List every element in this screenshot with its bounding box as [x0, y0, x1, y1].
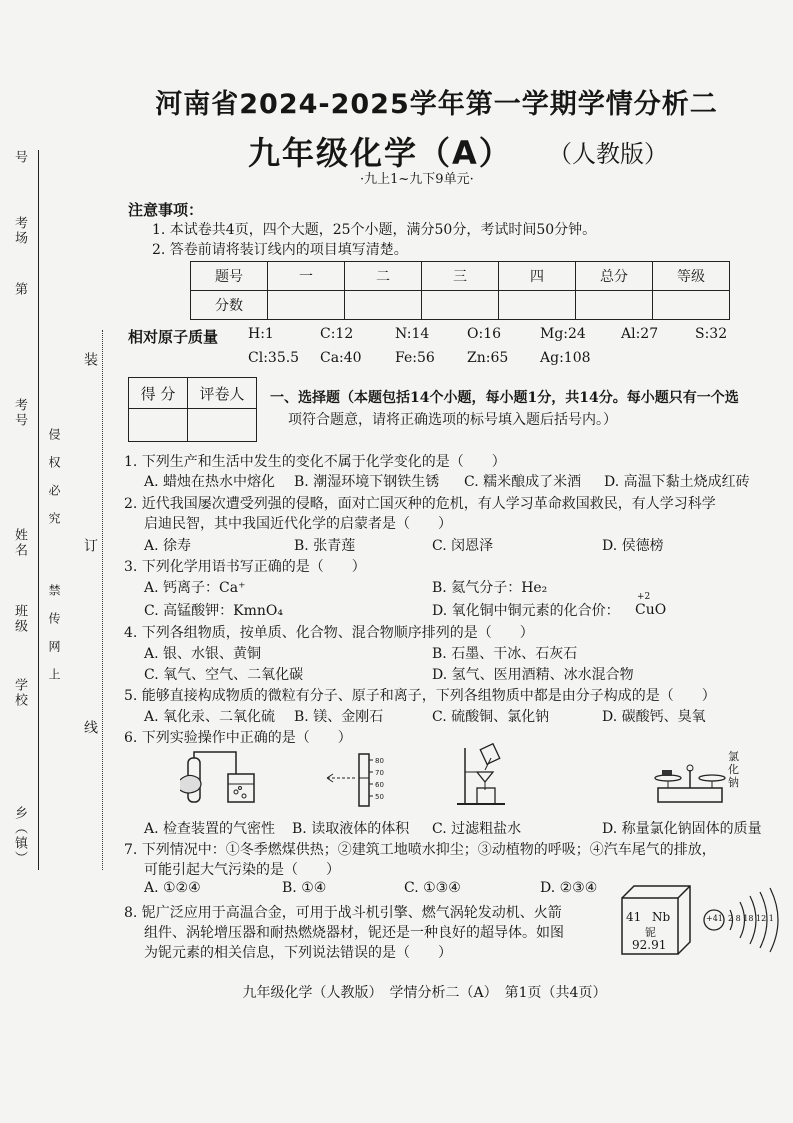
score-header-cell: 三 — [422, 262, 499, 291]
score-input-cell[interactable] — [268, 291, 345, 320]
cylinder-tick-label: 70 — [375, 769, 384, 777]
binding-line-dotted — [102, 330, 103, 870]
score-row-label: 分数 — [191, 291, 268, 320]
q2-stem-2: 启迪民智，其中我国近代化学的启蒙者是（ ） — [144, 516, 452, 532]
q7-option-b: B. ①④ — [282, 880, 327, 896]
element-number: 41 — [626, 910, 642, 924]
atomic-mass-item: H:1 — [248, 326, 274, 342]
atomic-mass-item: Zn:65 — [467, 350, 509, 366]
q3-charge-label: +2 — [637, 592, 651, 602]
atomic-mass-item: N:14 — [395, 326, 430, 342]
score-table — [190, 261, 730, 320]
q1-option-b: B. 潮湿环境下钢铁生锈 — [294, 474, 440, 490]
q4-option-b: B. 石墨、干冰、石灰石 — [432, 646, 578, 662]
q8-stem-3: 为铌元素的相关信息，下列说法错误的是（ ） — [144, 945, 452, 961]
atomic-mass-item: Al:27 — [621, 326, 659, 342]
binding-line-outer — [38, 150, 39, 870]
element-mass: 92.91 — [632, 938, 667, 952]
element-symbol: Nb — [652, 910, 671, 924]
q1-option-d: D. 高温下黏土烧成红砖 — [604, 474, 750, 490]
score-header-cell: 四 — [499, 262, 576, 291]
score-header-cell: 等级 — [653, 262, 730, 291]
q3-option-a: A. 钙离子：Ca⁺ — [144, 580, 246, 596]
q7-stem-1: 7. 下列情况中：①冬季燃煤供热；②建筑工地喷水抑尘；③动植物的呼吸；④汽车尾气的排放， — [124, 842, 716, 858]
q8-stem-2: 组件、涡轮增压器和耐热燃烧器材，铌还是一种良好的超导体。如图 — [144, 925, 564, 941]
exam-title: 河南省2024-2025学年第一学期学情分析二 — [155, 89, 718, 120]
atomic-mass-item: Fe:56 — [395, 350, 435, 366]
q3-formula: CuO — [635, 602, 667, 618]
q6-nacl-label: 氯化钠 — [728, 750, 739, 789]
score-input-cell[interactable] — [499, 291, 576, 320]
airtight-check-illustration — [180, 750, 260, 810]
balance-illustration — [650, 756, 730, 806]
binding-seal-ding: 订 — [82, 538, 98, 554]
q5-stem: 5. 能够直接构成物质的微粒有分子、原子和离子，下列各组物质中都是由分子构成的是（ ） — [124, 688, 716, 704]
atomic-mass-item: O:16 — [467, 326, 502, 342]
grader-score-label: 得 分 — [129, 378, 188, 409]
atom-shell-electrons: 2 8 18 12 1 — [728, 914, 774, 923]
cylinder-tick-label: 60 — [375, 781, 384, 789]
score-header-cell: 一 — [268, 262, 345, 291]
q8-stem-1: 8. 铌广泛应用于高温合金，可用于战斗机引擎、燃气涡轮发动机、火箭 — [124, 905, 562, 921]
binding-col-no: 第 — [12, 282, 27, 297]
binding-class-label: 班级 — [12, 604, 27, 634]
q6-option-b: B. 读取液体的体积 — [292, 821, 410, 837]
q5-option-d: D. 碳酸钙、臭氧 — [602, 709, 706, 725]
subject-title: 九年级化学（A） — [248, 134, 513, 172]
atomic-mass-item: S:32 — [695, 326, 728, 342]
binding-exam-room: 考场 — [12, 216, 27, 246]
scope-label: ·九上1~九下9单元· — [360, 172, 474, 187]
q2-option-a: A. 徐寿 — [144, 538, 192, 554]
score-header-cell: 二 — [345, 262, 422, 291]
cylinder-reading-illustration — [325, 752, 395, 808]
binding-school-label: 学校 — [12, 678, 27, 708]
q1-option-c: C. 糯米酿成了米酒 — [464, 474, 582, 490]
q7-option-a: A. ①②④ — [144, 880, 201, 896]
section1-instructions-2: 项符合题意，请将正确选项的标号填入题后括号内。） — [288, 412, 617, 428]
q6-option-a: A. 检查装置的气密性 — [144, 821, 276, 837]
score-header-cell: 总分 — [576, 262, 653, 291]
section1-instructions-1: 一、选择题（本题包括14个小题，每小题1分，共14分。每小题只有一个选 — [270, 390, 739, 406]
q4-option-d: D. 氢气、医用酒精、冰水混合物 — [432, 667, 634, 683]
binding-town-label: 乡（镇） — [12, 806, 27, 866]
element-name: 铌 — [645, 926, 656, 939]
edition-label: （人教版） — [548, 140, 668, 168]
q1-stem: 1. 下列生产和生活中发生的变化不属于化学变化的是（ ） — [124, 454, 506, 470]
q6-option-c: C. 过滤粗盐水 — [432, 821, 522, 837]
q3-option-c: C. 高锰酸钾：KmnO₄ — [144, 603, 283, 619]
filtration-illustration — [455, 742, 525, 808]
q4-option-c: C. 氧气、空气、二氧化碳 — [144, 667, 304, 683]
binding-name-label: 姓名 — [12, 528, 27, 558]
notice-item-2: 2. 答卷前请将装订线内的项目填写清楚。 — [152, 242, 408, 258]
binding-seal-zhuang: 装 — [82, 352, 98, 368]
atomic-mass-item: Ca:40 — [320, 350, 362, 366]
score-header-cell: 题号 — [191, 262, 268, 291]
binding-exam-no: 考号 — [12, 398, 27, 428]
cylinder-tick-group — [369, 757, 384, 801]
q6-option-d: D. 称量氯化钠固体的质量 — [602, 821, 762, 837]
q3-option-d: D. 氧化铜中铜元素的化合价： — [432, 603, 620, 619]
q5-option-b: B. 镁、金刚石 — [294, 709, 384, 725]
score-input-cell[interactable] — [345, 291, 422, 320]
binding-seat-no: 号 — [12, 150, 27, 165]
q2-option-b: B. 张青莲 — [294, 538, 356, 554]
q6-stem: 6. 下列实验操作中正确的是（ ） — [124, 730, 352, 746]
score-input-cell[interactable] — [653, 291, 730, 320]
q7-stem-2: 可能引起大气污染的是（ ） — [144, 862, 340, 878]
q5-option-c: C. 硫酸铜、氯化钠 — [432, 709, 550, 725]
q7-option-d: D. ②③④ — [540, 880, 598, 896]
atomic-mass-item: Ag:108 — [540, 350, 591, 366]
binding-warn-2: 禁 传 网 上 — [47, 584, 61, 682]
atomic-mass-label: 相对原子质量 — [128, 328, 219, 346]
binding-warn-1: 侵 权 必 究 — [47, 428, 61, 526]
cylinder-tick-label: 80 — [375, 757, 384, 765]
notice-item-1: 1. 本试卷共4页，四个大题，25个小题，满分50分，考试时间50分钟。 — [152, 222, 597, 238]
binding-seal-xian: 线 — [82, 720, 98, 736]
notice-heading: 注意事项： — [128, 201, 204, 219]
q7-option-c: C. ①③④ — [404, 880, 461, 896]
page-footer: 九年级化学（人教版） 学情分析二（A） 第1页（共4页） — [242, 985, 607, 1001]
q1-option-a: A. 蜡烛在热水中熔化 — [144, 474, 276, 490]
grader-score-cell[interactable] — [129, 409, 188, 442]
atom-nucleus-charge: +41 — [706, 914, 723, 923]
atomic-mass-item: Mg:24 — [540, 326, 586, 342]
grader-reviewer-cell[interactable] — [188, 409, 257, 442]
grader-box — [128, 377, 257, 442]
score-input-cell[interactable] — [422, 291, 499, 320]
atomic-mass-item: Cl:35.5 — [248, 350, 300, 366]
grader-reviewer-label: 评卷人 — [188, 378, 257, 409]
q2-option-c: C. 闵恩泽 — [432, 538, 494, 554]
q3-stem: 3. 下列化学用语书写正确的是（ ） — [124, 559, 366, 575]
q5-option-a: A. 氧化汞、二氧化硫 — [144, 709, 276, 725]
q2-option-d: D. 侯德榜 — [602, 538, 664, 554]
q3-option-b: B. 氦气分子：He₂ — [432, 580, 548, 596]
atomic-mass-item: C:12 — [320, 326, 354, 342]
q2-stem-1: 2. 近代我国屡次遭受列强的侵略，面对亡国灭种的危机，有人学习革命救国救民，有人学习科学 — [124, 496, 716, 512]
cylinder-tick-label: 50 — [375, 793, 384, 801]
score-input-cell[interactable] — [576, 291, 653, 320]
q4-option-a: A. 银、水银、黄铜 — [144, 646, 262, 662]
q4-stem: 4. 下列各组物质，按单质、化合物、混合物顺序排列的是（ ） — [124, 625, 534, 641]
